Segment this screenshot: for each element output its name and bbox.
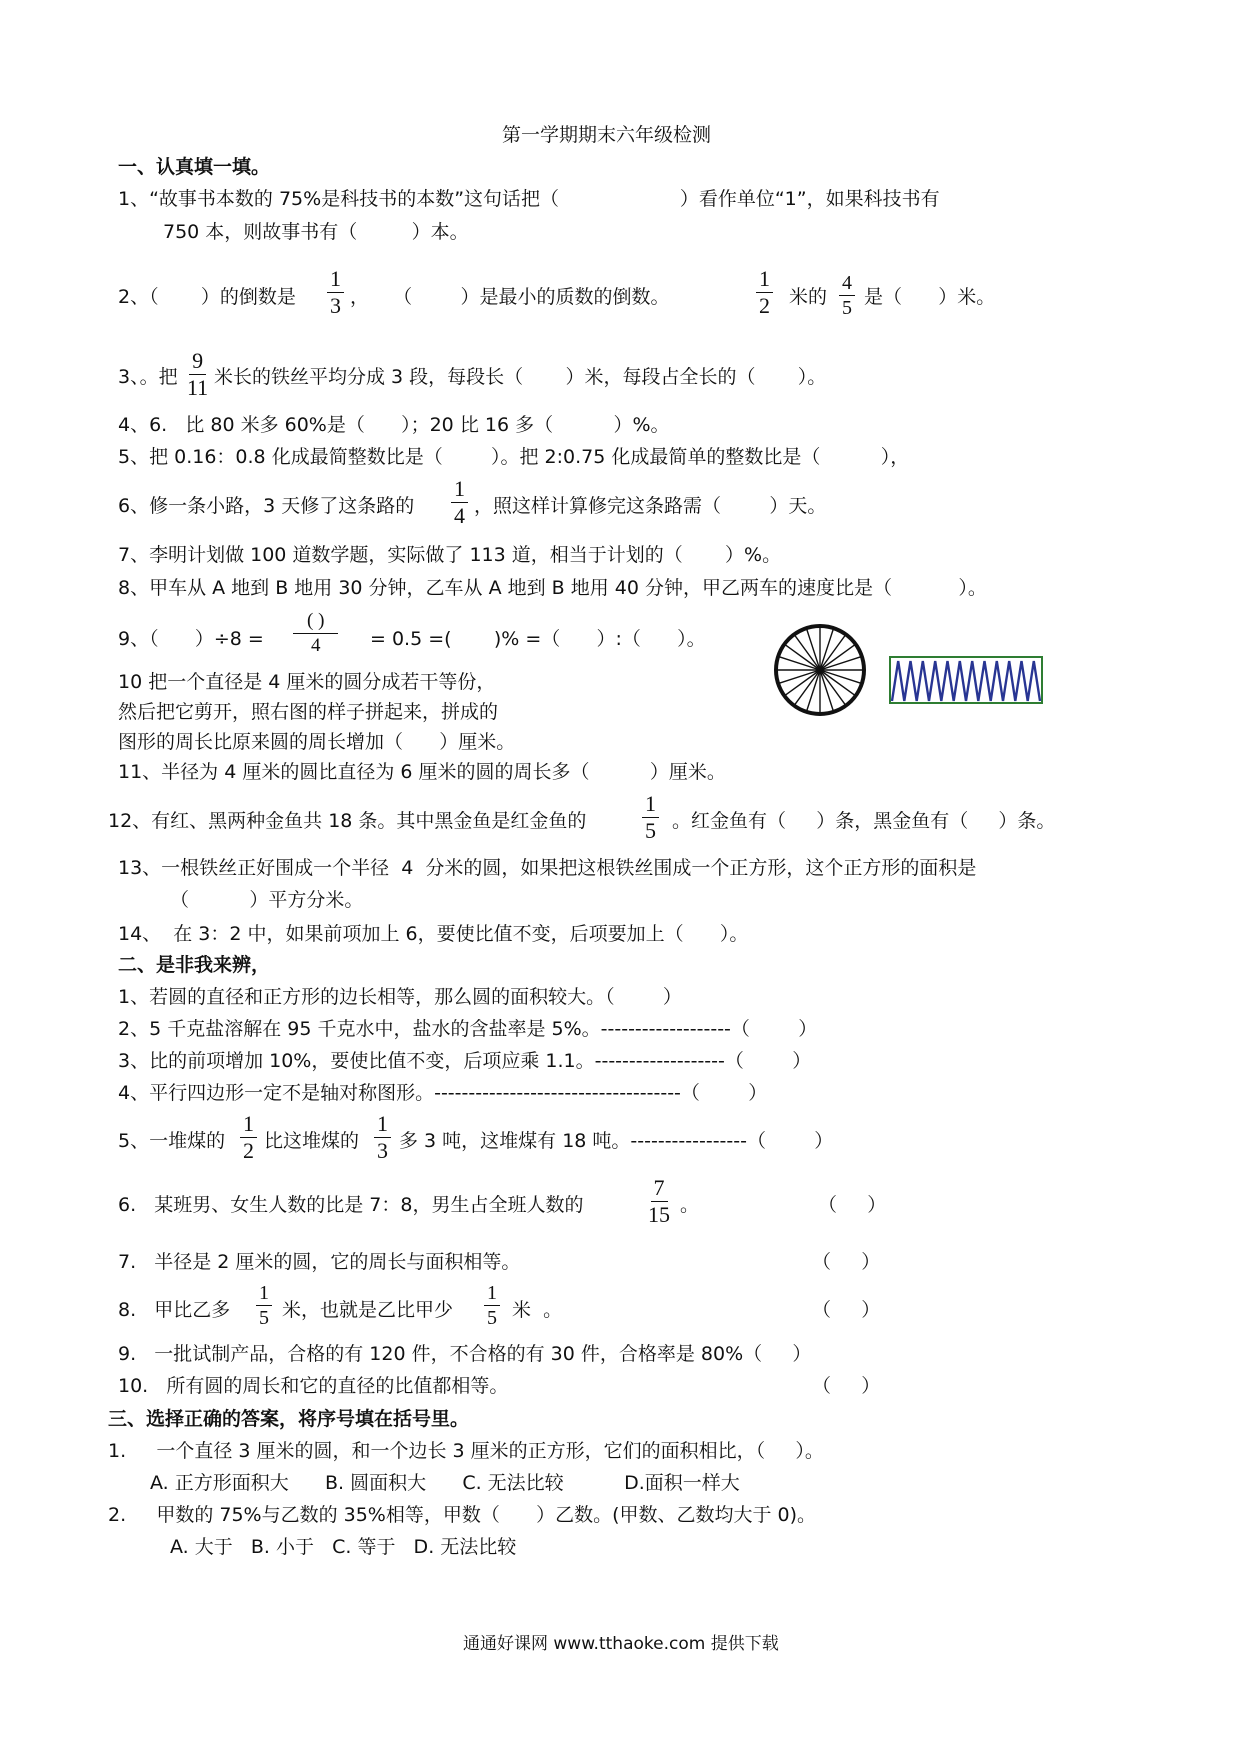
fraction-one-quarter — [451, 478, 468, 527]
fraction-numerator: 7 — [651, 1177, 668, 1202]
fraction-numerator: 1 — [256, 1283, 272, 1306]
fraction-numerator: 9 — [189, 350, 206, 375]
judge-5-text-b: 比这堆煤的 — [264, 1130, 360, 1152]
fraction-denominator: 5 — [259, 1307, 269, 1329]
fraction-one-half — [756, 268, 773, 317]
fraction-denominator: 15 — [648, 1202, 670, 1227]
q2-text-a: 2、（ ）的倒数是 — [118, 286, 296, 308]
fraction-denominator: 5 — [645, 818, 656, 843]
q5-text: 5、把 0.16：0.8 化成最简整数比是（ ）。把 2:0.75 化成最简单的整数比是（ ）， — [118, 446, 910, 468]
circle-divided-figure — [772, 622, 868, 718]
fraction-one-third — [374, 1113, 391, 1162]
fraction-numerator: ( ) — [293, 611, 338, 634]
judge-2: 2、5 千克盐溶解在 95 千克水中，盐水的含盐率是 5%。-------------------（ ） — [118, 1018, 818, 1040]
q9-text-a: 9、（ ）÷8 = — [118, 628, 264, 650]
section-2-heading: 二、是非我来辨， — [118, 954, 271, 976]
q12-text-a: 12、有红、黑两种金鱼共 18 条。其中黑金鱼是红金鱼的 — [108, 810, 587, 832]
q8-text: 8、甲车从 A 地到 B 地用 30 分钟，乙车从 A 地到 B 地用 40 分钟，甲乙两车的速度比是（ ）。 — [118, 577, 987, 599]
choice-2-options: A. 大于 B. 小于 C. 等于 D. 无法比较 — [170, 1536, 517, 1558]
fraction-one-half — [240, 1113, 257, 1162]
judge-8-text-b: 米，也就是乙比甲少 — [282, 1299, 454, 1321]
judge-7-bracket: （ ） — [812, 1251, 881, 1273]
q2-text-c: 米的 — [789, 286, 828, 308]
judge-10-bracket: （ ） — [812, 1375, 881, 1397]
judge-8-text-a: 8. 甲比乙多 — [118, 1299, 231, 1321]
fraction-denominator: 4 — [310, 635, 321, 656]
fraction-denominator: 2 — [759, 293, 770, 318]
fraction-numerator: 1 — [484, 1283, 500, 1306]
rearranged-rectangle-figure — [888, 655, 1044, 707]
section-3-heading: 三、选择正确的答案，将序号填在括号里。 — [108, 1408, 470, 1430]
judge-5-text-c: 多 3 吨，这堆煤有 18 吨。-----------------（ ） — [399, 1130, 834, 1152]
q10-line-1: 10 把一个直径是 4 厘米的圆分成若干等份， — [118, 671, 496, 693]
q2-text-d: 是（ ）米。 — [864, 286, 996, 308]
q6-text-b: ，照这样计算修完这条路需（ ）天。 — [474, 495, 827, 517]
q14-text: 14、 在 3：2 中，如果前项加上 6，要使比值不变，后项要加上（ ）。 — [118, 923, 749, 945]
judge-9: 9. 一批试制产品，合格的有 120 件，不合格的有 30 件，合格率是 80%（ ） — [118, 1343, 812, 1365]
choice-2-question: 2. 甲数的 75%与乙数的 35%相等，甲数（ ）乙数。(甲数、乙数均大于 0)。 — [108, 1504, 817, 1526]
q13-line-1: 13、一根铁丝正好围成一个半径 4 分米的圆，如果把这根铁丝围成一个正方形，这个正方形的面积是 — [118, 857, 977, 879]
fraction-numerator: 1 — [327, 268, 344, 293]
fraction-numerator: 1 — [374, 1113, 391, 1138]
q12-text-b: 。红金鱼有（ ）条，黑金鱼有（ ）条。 — [672, 810, 1056, 832]
fraction-numerator: 1 — [240, 1113, 257, 1138]
q3-text-b: 米长的铁丝平均分成 3 段，每段长（ ）米，每段占全长的（ ）。 — [214, 366, 827, 388]
q1-line-2: 750 本，则故事书有（ ）本。 — [163, 221, 469, 243]
fraction-numerator: 1 — [642, 793, 659, 818]
q4-text: 4、6. 比 80 米多 60%是（ ）；20 比 16 多（ ）%。 — [118, 414, 670, 436]
fraction-denominator: 3 — [377, 1138, 388, 1163]
judge-7-text: 7. 半径是 2 厘米的圆，它的周长与面积相等。 — [118, 1251, 521, 1273]
fraction-denominator: 3 — [330, 293, 341, 318]
q9-text-b: = 0.5 =( )% =（ ）:（ ）。 — [370, 628, 706, 650]
q3-text-a: 3、。把 — [118, 366, 178, 388]
judge-8-text-c: 米 。 — [512, 1299, 563, 1321]
q1-line-1: 1、“故事书本数的 75%是科技书的本数”这句话把（ ）看作单位“1”，如果科技书有 — [118, 188, 940, 210]
fraction-one-fifth — [642, 793, 659, 842]
q6-text-a: 6、修一条小路，3 天修了这条路的 — [118, 495, 415, 517]
fraction-denominator: 2 — [243, 1138, 254, 1163]
judge-10-text: 10. 所有圆的周长和它的直径的比值都相等。 — [118, 1375, 509, 1397]
judge-6-bracket: （ ） — [818, 1194, 887, 1216]
fraction-seven-fifteenths — [648, 1177, 670, 1226]
q7-text: 7、李明计划做 100 道数学题，实际做了 113 道，相当于计划的（ ）%。 — [118, 544, 782, 566]
fraction-denominator: 5 — [842, 297, 852, 319]
q10-line-3: 图形的周长比原来圆的周长增加（ ）厘米。 — [118, 731, 516, 753]
judge-4: 4、平行四边形一定不是轴对称图形。------------------------------------（ ） — [118, 1082, 768, 1104]
choice-1-question: 1. 一个直径 3 厘米的圆，和一个边长 3 厘米的正方形，它们的面积相比，（ ）。 — [108, 1440, 824, 1462]
fraction-numerator: 1 — [451, 478, 468, 503]
q10-line-2: 然后把它剪开，照右图的样子拼起来，拼成的 — [118, 701, 499, 723]
q13-line-2: （ ）平方分米。 — [170, 889, 364, 911]
judge-8-bracket: （ ） — [812, 1299, 881, 1321]
fraction-one-fifth — [256, 1283, 272, 1328]
fraction-nine-elevenths — [187, 350, 208, 399]
judge-1: 1、若圆的直径和正方形的边长相等，那么圆的面积较大。（ ） — [118, 986, 682, 1008]
fraction-one-third — [327, 268, 344, 317]
fraction-one-fifth — [484, 1283, 500, 1328]
judge-6-text-b: 。 — [680, 1194, 700, 1216]
fraction-denominator: 5 — [487, 1307, 497, 1329]
fraction-numerator: 1 — [756, 268, 773, 293]
fraction-denominator: 4 — [454, 503, 465, 528]
fraction-blank-over-four — [293, 611, 338, 655]
section-1-heading: 一、认真填一填。 — [118, 156, 271, 178]
fraction-numerator: 4 — [839, 273, 855, 296]
fraction-denominator: 11 — [187, 375, 209, 400]
fraction-four-fifths — [839, 273, 855, 318]
q11-text: 11、半径为 4 厘米的圆比直径为 6 厘米的圆的周长多（ ）厘米。 — [118, 761, 726, 783]
judge-3: 3、比的前项增加 10%，要使比值不变，后项应乘 1.1。-------------------（ ） — [118, 1050, 812, 1072]
q2-text-b: ， （ ）是最小的质数的倒数。 — [350, 286, 670, 308]
judge-5-text-a: 5、一堆煤的 — [118, 1130, 226, 1152]
page-footer: 通通好课网 www.tthaoke.com 提供下载 — [463, 1634, 779, 1654]
judge-6-text-a: 6. 某班男、女生人数的比是 7：8，男生占全班人数的 — [118, 1194, 584, 1216]
choice-1-options: A. 正方形面积大 B. 圆面积大 C. 无法比较 D.面积一样大 — [150, 1472, 740, 1494]
page-title: 第一学期期末六年级检测 — [502, 124, 712, 146]
